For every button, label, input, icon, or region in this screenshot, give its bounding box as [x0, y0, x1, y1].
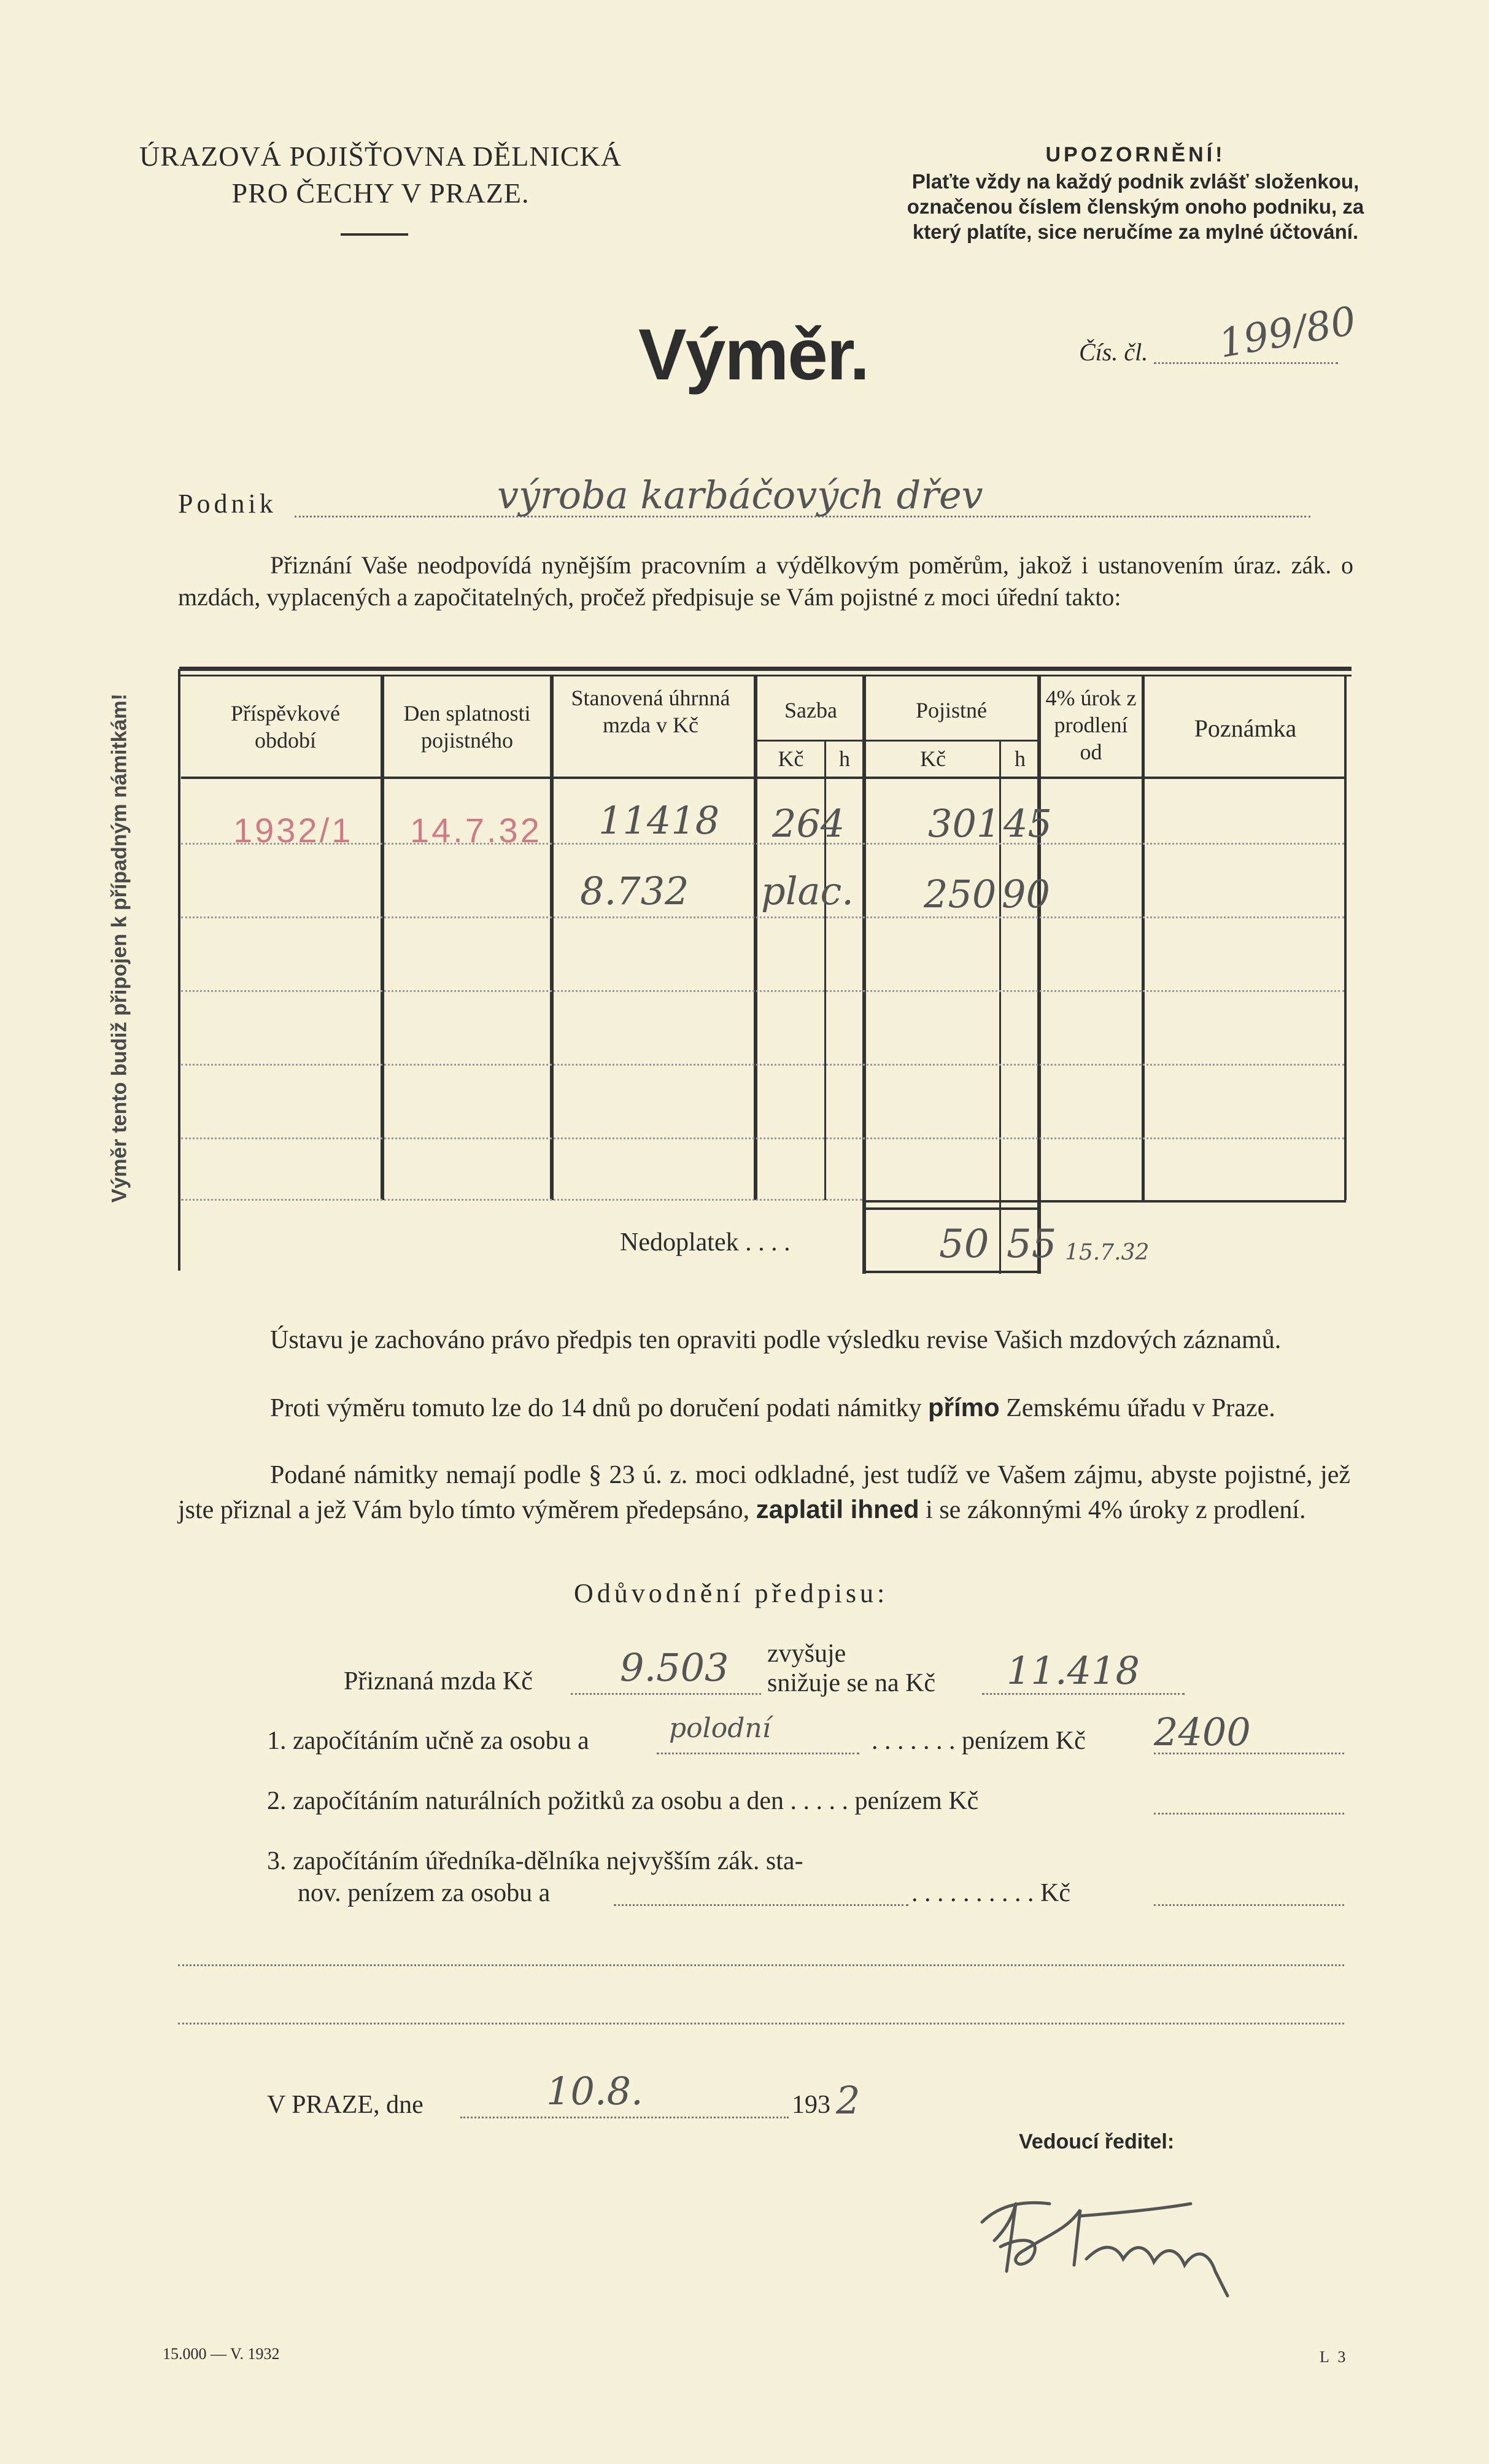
year-prefix: 193	[792, 2091, 830, 2119]
item1-value: polodní	[669, 1713, 771, 1744]
notice-title: UPOZORNĚNÍ!	[1045, 143, 1226, 166]
paragraph-namitky-bold: přímo	[928, 1393, 1000, 1422]
date-value: 10.8.	[546, 2069, 643, 2113]
nedoplatek-kc: 50	[939, 1222, 989, 1267]
col-line-8	[1142, 675, 1145, 1200]
notice-text: Plaťte vždy na každý podnik zvlášť složenkou, označenou číslem členským onoho podniku, za který platíte, sice neručíme za mylné účtování.	[907, 170, 1364, 243]
header-mzda: Stanovená úhrnná mzda v Kč	[571, 686, 730, 737]
cis-cl-value: 199/80	[1215, 298, 1359, 367]
row1-obdobi: 1932/1	[233, 811, 354, 850]
v-praze-label: V PRAZE, dne	[267, 2091, 423, 2119]
item3-label2: nov. penízem za osobu a	[298, 1879, 551, 1907]
paragraph-odkladne	[178, 1458, 1350, 1527]
side-note: Výměr tento budiž připojen k případným námitkám!	[107, 693, 131, 1203]
item2-label: 2. započítáním naturálních požitků za osobu a den . . . . . penízem Kč	[267, 1787, 979, 1815]
table-header-line	[181, 777, 1345, 779]
podnik-label: Podnik	[178, 489, 277, 519]
paragraph-odkladne-text-a: Podané námitky nemají podle § 23 ú. z. moci odkladné, jest tudíž ve Vašem zájmu, abyste pojistné, jež jste přiznal a jež Vám bylo tímto výměrem předepsáno,	[178, 1461, 1350, 1524]
header-sazba-kc: Kč	[778, 746, 804, 771]
intro-text: Přiznání Vaše neodpovídá nynějším pracovním a výdělkovým poměrům, jakož i ustanovením úraz. zák. o mzdách, vyplacených a započitatelných, pročež předpisuje se Vám pojistné z moci úřední takto:	[178, 551, 1353, 611]
col-line-1	[381, 675, 384, 1200]
header-divider	[341, 233, 408, 236]
table-right-border	[1344, 675, 1347, 1200]
row2-sazba: plac.	[761, 869, 854, 913]
row2-pojistne-h: 90	[1002, 872, 1050, 916]
na-field	[982, 1693, 1185, 1695]
col-line-3	[754, 675, 757, 1200]
table-left-border	[178, 669, 180, 1271]
extra-line-2	[178, 2023, 1344, 2024]
nedoplatek-date: 15.7.32	[1065, 1240, 1150, 1265]
pojistne-sub-line	[864, 740, 1039, 742]
notice-box	[902, 142, 1369, 244]
row-line-5	[181, 1137, 1344, 1139]
paragraph-revise: Ústavu je zachováno právo předpis ten opraviti podle výsledku revise Vašich mzdových záznamů.	[270, 1326, 1282, 1354]
table-bottom-line-2	[864, 1207, 1039, 1210]
row-line-4	[181, 1064, 1344, 1066]
item1-label: 1. započítáním učně za osobu a	[267, 1727, 589, 1755]
nedoplatek-label: Nedoplatek . . . .	[620, 1228, 791, 1257]
header-pojistne-h: h	[1015, 746, 1026, 771]
header-urok: 4% úrok z prodlení od	[1045, 686, 1137, 764]
year-suffix: 2	[836, 2078, 861, 2123]
header-splatnost: Den splatnosti pojistného	[403, 701, 531, 753]
signature-text	[982, 2185, 985, 2186]
snizuje-label: snižuje se na Kč	[767, 1669, 936, 1697]
signature	[957, 2167, 1252, 2302]
row1-sazba: 264	[772, 801, 845, 846]
reditel-label: Vedoucí ředitel:	[1019, 2130, 1175, 2153]
row-line-1	[181, 843, 1344, 845]
cis-cl-label: Čís. čl.	[1079, 338, 1148, 366]
na-value: 11.418	[1007, 1648, 1140, 1693]
item3-amount-field	[1154, 1904, 1344, 1906]
item3-field	[614, 1904, 908, 1906]
oduvodneni-title: Odůvodnění předpisu:	[574, 1578, 889, 1608]
header-obdobi: Příspěvkové období	[231, 701, 340, 753]
page-title: Výměr.	[638, 314, 869, 395]
item2-amount-field	[1154, 1813, 1344, 1815]
paragraph-odkladne-text-b: i se zákonnými 4% úroky z prodlení.	[919, 1496, 1306, 1524]
header-sazba: Sazba	[784, 698, 837, 723]
paragraph-namitky	[178, 1390, 1350, 1425]
row1-mzda: 11418	[598, 798, 720, 843]
paragraph-namitky-text-b: Zemskému úřadu v Praze.	[999, 1394, 1275, 1422]
header-pojistne: Pojistné	[915, 698, 987, 723]
podnik-value: výroba karbáčových dřev	[497, 473, 983, 517]
table-top-line-2	[179, 675, 1352, 676]
institution-line1: ÚRAZOVÁ POJIŠŤOVNA DĚLNICKÁ	[139, 141, 622, 172]
sazba-sub-line	[755, 740, 865, 742]
print-info: 15.000 — V. 1932	[163, 2345, 280, 2363]
item3-kc: . . . . . . . . . . Kč	[911, 1879, 1070, 1907]
priznana-field	[571, 1693, 761, 1695]
row1-pojistne-h: 45	[1004, 801, 1052, 846]
table-bottom-line	[864, 1200, 1346, 1203]
item1-penizem: . . . . . . . penízem Kč	[872, 1727, 1086, 1755]
priznana-label: Přiznaná mzda Kč	[344, 1667, 533, 1695]
nedoplatek-bottom-line	[864, 1271, 1039, 1273]
row-line-2	[181, 916, 1344, 918]
paragraph-odkladne-bold: zaplatil ihned	[756, 1495, 919, 1524]
priznana-value: 9.503	[620, 1645, 729, 1690]
row1-pojistne-kc: 301	[928, 801, 1001, 846]
header-pojistne-kc: Kč	[920, 746, 946, 771]
paragraph-namitky-text-a: Proti výměru tomuto lze do 14 dnů po doručení podati námitky	[270, 1394, 929, 1422]
date-field	[460, 2117, 789, 2118]
item1-field	[657, 1753, 859, 1754]
row2-mzda: 8.732	[580, 869, 689, 913]
zvysuje-label: zvyšuje	[767, 1640, 846, 1668]
header-sazba-h: h	[839, 746, 850, 771]
extra-line-1	[178, 1964, 1344, 1966]
row2-pojistne-kc: 250	[924, 872, 997, 916]
col-line-2	[550, 675, 554, 1200]
table-top-line	[179, 667, 1352, 671]
header-poznamka: Poznámka	[1194, 715, 1297, 742]
item1-amount: 2400	[1154, 1710, 1251, 1754]
row-line-3	[181, 990, 1344, 992]
institution-line2: PRO ČECHY V PRAZE.	[231, 177, 530, 209]
nedoplatek-h: 55	[1007, 1222, 1057, 1267]
form-code: L 3	[1320, 2348, 1348, 2366]
institution-name	[110, 138, 651, 212]
row-line-6	[181, 1199, 862, 1201]
row1-splatnost: 14.7.32	[410, 811, 542, 850]
item3-label1: 3. započítáním úředníka-dělníka nejvyšším zák. sta-	[267, 1847, 803, 1875]
